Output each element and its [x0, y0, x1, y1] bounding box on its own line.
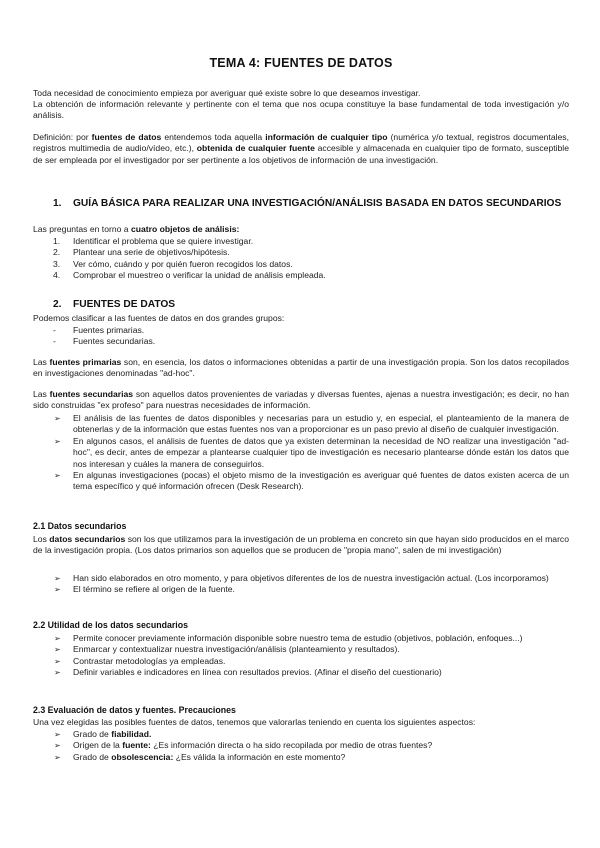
page-title: TEMA 4: FUENTES DE DATOS [209, 56, 393, 70]
evaluation-lead: Una vez elegidas las posibles fuentes de datos, tenemos que valorarlas teniendo en cuenta los siguientes aspectos: [33, 717, 476, 727]
section-1-list [33, 236, 569, 282]
list-item: ➢ El análisis de las fuentes de datos disponibles y necesarias para un estudio y, en especial, el planteamiento de la manera de obtenerlas y de la información que estas fuentes nos van a proporcionar es un paso previo al diseño de cualquier investigación. [54, 413, 569, 435]
list-item: - Fuentes primarias. [53, 325, 145, 335]
list-item: ➢ Contrastar metodologías ya empleadas. [54, 655, 226, 666]
definition-paragraph: Definición: por fuentes de datos entendemos toda aquella información de cualquier tipo (numérica y/o textual, registros documentales, registros multimedia de audio/vídeo, etc.), obtenida de cualquier fuente accesible y almacenada en cualquier tipo de formato, susceptible de ser empleada por el investigador por ser pertinente a los objetivos de información de una investigación. [33, 132, 569, 165]
list-item: 3. Ver cómo, cuándo y por quién fueron recogidos los datos. [53, 258, 293, 269]
list-item: 2. Plantear una serie de objetivos/hipótesis. [53, 247, 230, 258]
secondary-sources-bullets [33, 413, 569, 493]
list-item: ➢ En algunos casos, el análisis de fuentes de datos que ya existen determinan la necesidad de NO realizar una investigación "ad-hoc", es decir, antes de empezar a plantearse cualquier tipo de investigación es necesario plantearse dónde están los datos que nos interesan y cuáles la manera de conseguirlos. [54, 435, 569, 469]
primary-sources-paragraph: Las fuentes primarias son, en esencia, los datos o informaciones obtenidas a partir de una investigación propia. Son los datos recopilados en investigaciones denominadas "ad-hoc". [33, 357, 569, 379]
secondary-data-paragraph: Los datos secundarios son los que utilizamos para la investigación de un problema en concreto sin que hayan sido producidos en el marco de la investigación propia. (Los datos primarios son aquellos que se producen de "propia mano", salen de mi investigación) [33, 534, 570, 556]
subsection-2-1-heading: 2.1 Datos secundarios [33, 521, 127, 531]
list-item: - Fuentes secundarias. [53, 336, 156, 347]
list-item: ➢ Enmarcar y contextualizar nuestra investigación/análisis (planteamiento y resultados). [54, 644, 400, 655]
evaluation-bullets [33, 729, 569, 763]
utility-bullets [33, 633, 569, 679]
list-item: ➢ Grado de fiabilidad. [54, 729, 152, 739]
section-1-lead: Las preguntas en torno a cuatro objetos de análisis: [33, 224, 240, 234]
list-item: 4. Comprobar el muestreo o verificar la unidad de análisis empleada. [53, 270, 326, 281]
section-2-lead: Podemos clasificar a las fuentes de datos en dos grandes grupos: [33, 313, 285, 323]
list-item: ➢ Grado de obsolescencia: ¿Es válida la información en este momento? [54, 751, 346, 762]
section-2-heading: 2. FUENTES DE DATOS [53, 299, 176, 310]
list-item: ➢ Permite conocer previamente información disponible sobre nuestro tema de estudio (objetivos, población, enfoques...) [54, 633, 523, 643]
list-item: 1. Identificar el problema que se quiere investigar. [53, 236, 254, 246]
intro-paragraph-2: La obtención de información relevante y pertinente con el tema que nos ocupa constituye la base fundamental de toda investigación y/o análisis. [33, 99, 569, 121]
list-item: ➢ Han sido elaborados en otro momento, y para objetivos diferentes de los de nuestra investigación actual. (Los incorporamos) [54, 573, 549, 583]
list-item: ➢ Origen de la fuente: ¿Es información directa o ha sido recopilada por medio de otras fuentes? [54, 740, 433, 751]
section-1-heading: 1. GUÍA BÁSICA PARA REALIZAR UNA INVESTIGACIÓN/ANÁLISIS BASADA EN DATOS SECUNDARIOS [53, 198, 562, 209]
list-item: ➢ En algunas investigaciones (pocas) el objeto mismo de la investigación es averiguar qué fuentes de datos existen acerca de un tema específico y qué información ofrecen (Desk Research). [54, 470, 569, 492]
secondary-data-bullets [33, 573, 569, 596]
source-groups-list [33, 325, 569, 348]
intro-paragraph-1: Toda necesidad de conocimiento empieza por averiguar qué existe sobre lo que deseamos investigar. [33, 88, 421, 98]
secondary-sources-paragraph: Las fuentes secundarias son aquellos datos provenientes de variadas y diversas fuentes, ajenas a nuestra investigación; es decir, no han sido construidas "ex profeso" para nuestras necesidades de información. [33, 389, 570, 411]
list-item: ➢ Definir variables e indicadores en línea con resultados previos. (Afinar el diseño del cuestionario) [54, 667, 442, 678]
subsection-2-2-heading: 2.2 Utilidad de los datos secundarios [33, 620, 188, 630]
list-item: ➢ El término se refiere al origen de la fuente. [54, 584, 235, 595]
subsection-2-3-heading: 2.3 Evaluación de datos y fuentes. Precauciones [33, 705, 236, 715]
